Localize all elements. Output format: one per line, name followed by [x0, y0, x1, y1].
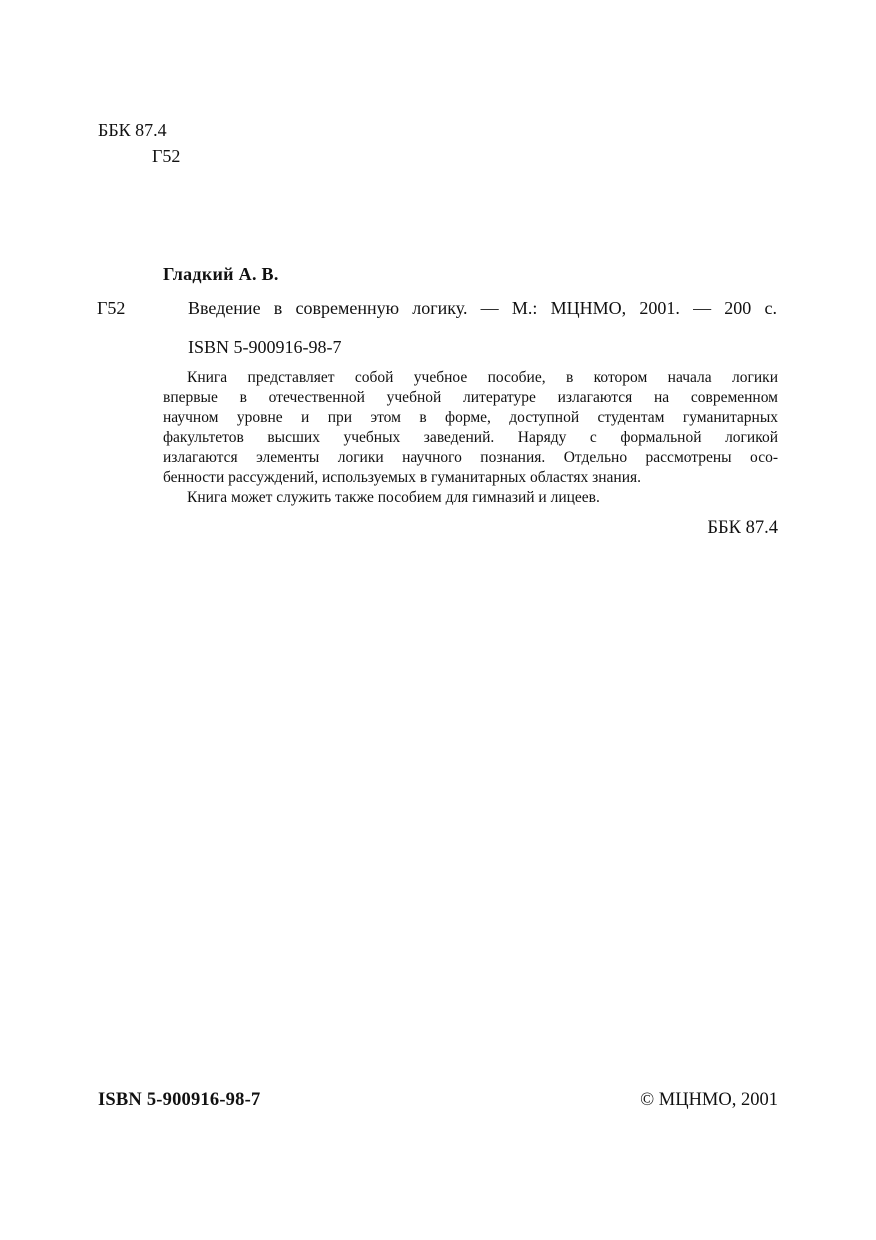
bbk-number: ББК 87.4	[98, 120, 167, 140]
annotation-line: научном уровне и при этом в форме, доступной студентам гуманитарных	[163, 409, 778, 426]
footer-isbn: ISBN 5-900916-98-7	[98, 1090, 261, 1110]
footer-row	[98, 1090, 778, 1111]
bbk-number-right: ББК 87.4	[707, 518, 778, 538]
bbk-classification-block	[98, 117, 180, 169]
isbn-line: ISBN 5-900916-98-7	[188, 337, 342, 357]
annotation-line: Книга может служить также пособием для гимназий и лицеев.	[187, 489, 600, 506]
catalog-code: Г52	[97, 298, 126, 318]
author-sign-code: Г52	[152, 146, 181, 166]
annotation-line: Книга представляет собой учебное пособие, в котором начала логики	[187, 369, 778, 386]
catalog-entry-title: Введение в современную логику. — М.: МЦНМО, 2001. — 200 с.	[188, 298, 777, 318]
copyright-notice: © МЦНМО, 2001	[640, 1090, 778, 1110]
annotation-block	[163, 368, 778, 508]
annotation-line: впервые в отечественной учебной литературе излагаются на современном	[163, 389, 778, 406]
author-name: Гладкий А. В.	[163, 264, 279, 284]
annotation-line: излагаются элементы логики научного познания. Отдельно рассмотрены осо-	[163, 449, 778, 466]
annotation-line: факультетов высших учебных заведений. Наряду с формальной логикой	[163, 429, 778, 446]
annotation-line: бенности рассуждений, используемых в гуманитарных областях знания.	[163, 469, 641, 486]
